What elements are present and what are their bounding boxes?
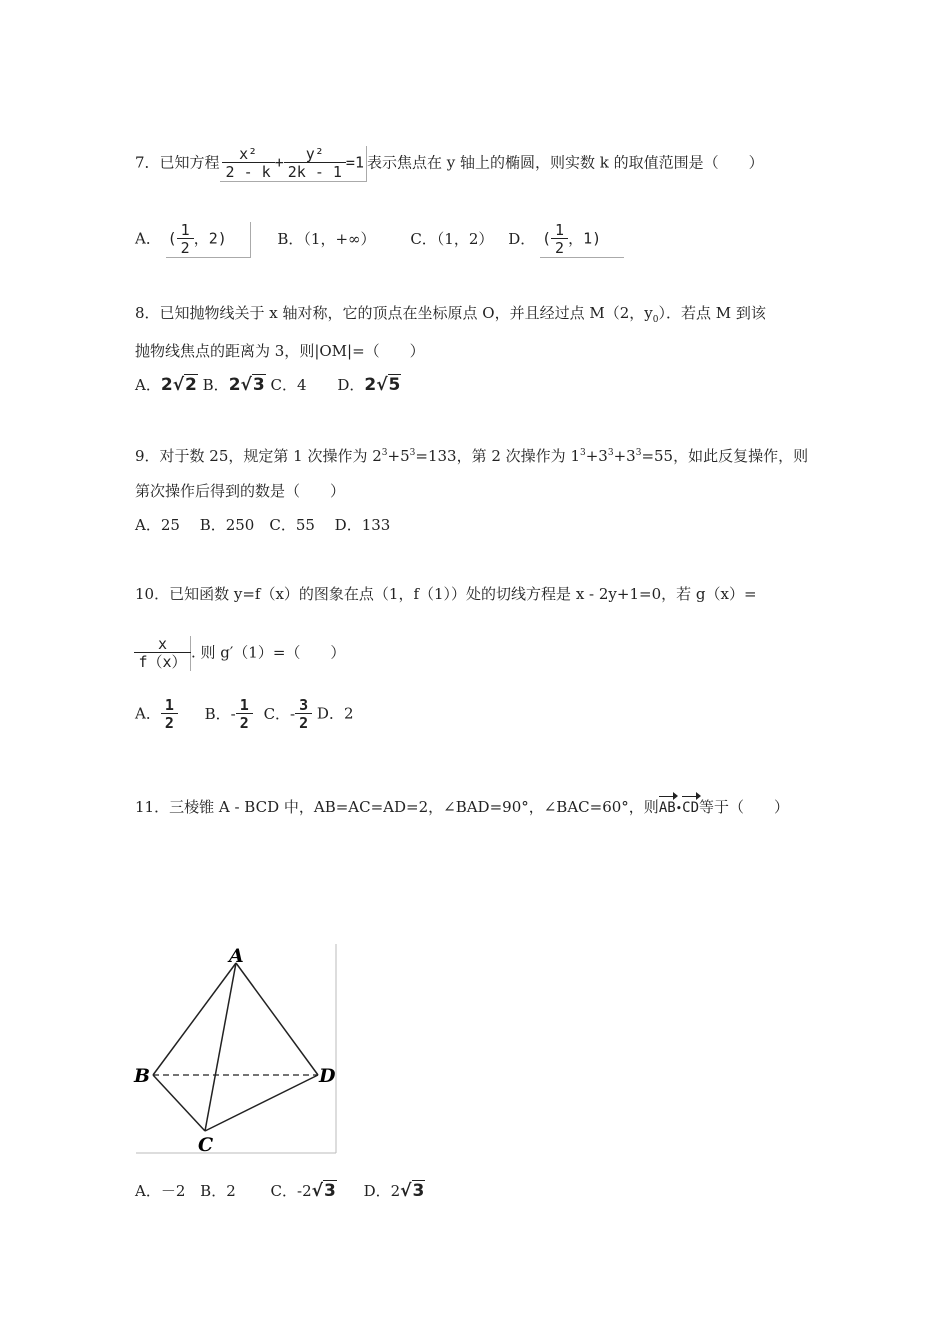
q11-option-b: B．2 bbox=[200, 1182, 236, 1200]
q10-gx-frac: $\frac{x}{f(x)}$ bbox=[135, 636, 191, 671]
q8-options: A．2√2 B．2√3 C．4 D．2√5 bbox=[135, 375, 401, 395]
q7-option-d: ( $\frac{1}{2}$ ，1) bbox=[540, 222, 624, 258]
q7-option-d-label: D． bbox=[508, 229, 536, 248]
vertex-c: C bbox=[198, 1134, 214, 1156]
q9-options: A．25 B．250 C．55 D．133 bbox=[135, 516, 391, 534]
q8-stem-line1: 8．已知抛物线关于 x 轴对称，它的顶点在坐标原点 O，并且经过点 M（2，$y_0$）．若点 M 到该 bbox=[135, 304, 766, 325]
q11-option-c: √3 bbox=[311, 1181, 336, 1201]
q8-option-d: 2√5 bbox=[364, 375, 401, 395]
q7-option-a-label: A． bbox=[135, 229, 161, 248]
q11-option-a: A．－2 bbox=[135, 1182, 186, 1200]
q7-frac1: $\frac{\text{x²}}{2 - k}$ bbox=[222, 146, 275, 181]
q8-option-c: C．4 bbox=[270, 376, 307, 394]
q10-stem-line2: $\frac{x}{f(x)}$ . 则 g′（1）=（ ） bbox=[135, 636, 345, 671]
q7-option-c: C．（1，2） bbox=[410, 229, 494, 248]
vector-ab: AB bbox=[658, 800, 676, 816]
vertex-b: B bbox=[134, 1065, 151, 1087]
vertex-d: D bbox=[319, 1065, 336, 1087]
tetrahedron-figure bbox=[133, 941, 343, 1156]
q11-option-d: √3 bbox=[400, 1181, 425, 1201]
q8-option-b: 2√3 bbox=[228, 375, 265, 395]
q7-suffix: 表示焦点在 y 轴上的椭圆，则实数 k 的取值范围是（ ） bbox=[366, 153, 764, 172]
q10-option-d: D．2 bbox=[316, 704, 354, 723]
q9-stem-line2: 第次操作后得到的数是（ ） bbox=[135, 482, 346, 500]
q10-option-c: $\frac{3}{2}$ bbox=[295, 697, 312, 732]
q10-stem-line1: 10．已知函数 y=f（x）的图象在点（1，f（1））处的切线方程是 x - 2y+1=0，若 g（x）= bbox=[135, 585, 757, 603]
q7-options bbox=[135, 222, 624, 258]
q7-option-b: B．（1，+∞） bbox=[277, 229, 376, 248]
q9-stem-line1: 9．对于数 25，规定第 1 次操作为 $2^3+5^3=133$，第 2 次操作为 $1^3+3^3+3^3=55$，如此反复操作，则 bbox=[135, 447, 809, 465]
q7-option-a-frac: $\frac{1}{2}$ bbox=[177, 222, 194, 257]
q7-option-d-frac: $\frac{1}{2}$ bbox=[551, 222, 568, 257]
q11-stem: 11．三棱锥 A - BCD 中，AB=AC=AD=2，∠BAD=90°，∠BAC=60°，则AB•CD等于（ ） bbox=[135, 798, 790, 816]
q10-options: A． $\frac{1}{2}$ B．- $\frac{1}{2}$ C．- $\frac{3}{2}$ D．2 bbox=[135, 696, 354, 732]
q7-option-a: ( $\frac{1}{2}$ ，2) bbox=[166, 222, 251, 258]
q11-options: A．－2 B．2 C．-2√3 D．2√3 bbox=[135, 1181, 425, 1201]
q8-option-a: 2√2 bbox=[160, 375, 197, 395]
vertex-a: A bbox=[229, 945, 244, 967]
vector-cd: CD bbox=[682, 800, 700, 816]
q7-equation: $\frac{\text{x²}}{2 - k}$ + $\frac{\text{y²}}{2k - 1}$ =1 bbox=[220, 146, 367, 182]
q7-prefix: 7．已知方程 bbox=[135, 153, 220, 172]
q8-stem-line2: 抛物线焦点的距离为 3，则|OM|=（ ） bbox=[135, 342, 425, 360]
q7-frac2: $\frac{\text{y²}}{2k - 1}$ bbox=[284, 146, 346, 181]
q10-option-b: $\frac{1}{2}$ bbox=[236, 697, 253, 732]
q10-option-a: $\frac{1}{2}$ bbox=[161, 697, 178, 732]
q7-stem bbox=[135, 146, 764, 182]
